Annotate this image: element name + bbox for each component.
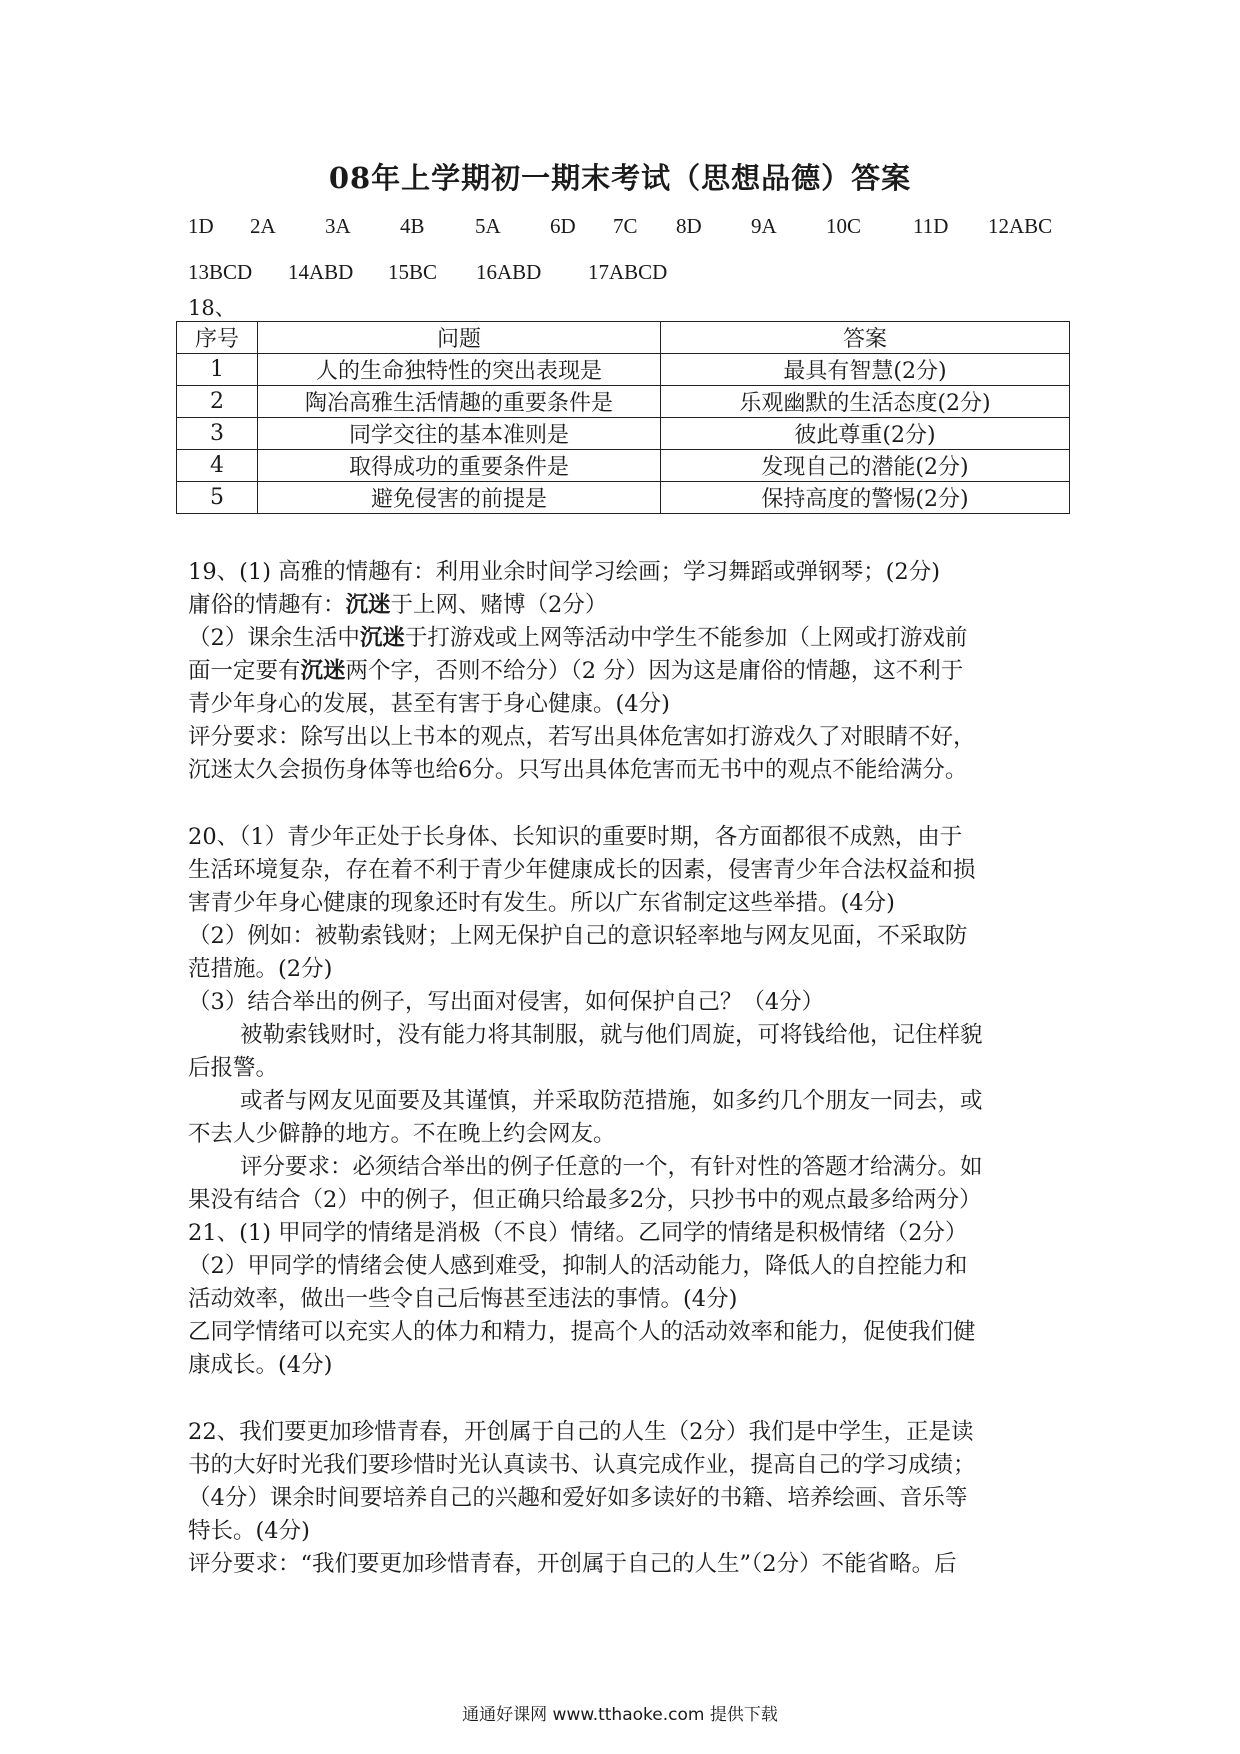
keyword-bold: 沉迷 xyxy=(359,625,405,651)
mc-answer: 2A xyxy=(250,214,276,238)
text-line: 书的大好时光我们要珍惜时光认真读书、认真完成作业，提高自己的学习成绩； xyxy=(188,1452,976,1478)
text-line: 害青少年身心健康的现象还时有发生。所以广东省制定这些举措。(4分) xyxy=(188,890,895,916)
text-line: 范措施。(2分) xyxy=(188,956,333,982)
mc-answer: 13BCD xyxy=(188,260,253,284)
text-line: 不去人少僻静的地方。不在晚上约会网友。 xyxy=(188,1121,616,1147)
table-cell: 乐观幽默的生活态度(2分) xyxy=(661,386,1070,418)
table-row xyxy=(177,450,1070,482)
text-line: 康成长。(4分) xyxy=(188,1352,333,1378)
text-line: 被勒索钱财时，没有能力将其制服，就与他们周旋，可将钱给他，记住样貌 xyxy=(240,1022,983,1048)
mc-answers-row-2 xyxy=(188,260,1088,294)
mc-answer: 11D xyxy=(913,214,949,238)
table-cell: 彼此尊重(2分) xyxy=(661,418,1070,450)
table-cell: 3 xyxy=(177,418,258,450)
mc-answer: 5A xyxy=(475,214,501,238)
text-span: 两个字，否则不给分）（2 分）因为这是庸俗的情趣，这不利于 xyxy=(345,658,964,684)
table-cell: 陶冶高雅生活情趣的重要条件是 xyxy=(258,386,661,418)
answer-table xyxy=(176,321,1070,514)
answer-20 xyxy=(188,821,1063,1217)
text-line: （2）例如：被勒索钱财；上网无保护自己的意识轻率地与网友见面，不采取防 xyxy=(188,923,968,949)
table-cell: 保持高度的警惕(2分) xyxy=(661,482,1070,514)
mc-answer: 1D xyxy=(188,214,214,238)
table-cell: 4 xyxy=(177,450,258,482)
answer-21 xyxy=(188,1217,1063,1382)
table-cell: 同学交往的基本准则是 xyxy=(258,418,661,450)
table-cell: 人的生命独特性的突出表现是 xyxy=(258,354,661,386)
mc-answer: 6D xyxy=(550,214,576,238)
table-cell: 最具有智慧(2分) xyxy=(661,354,1070,386)
table-cell: 2 xyxy=(177,386,258,418)
text-span: 于上网、赌博（2分） xyxy=(390,592,608,618)
keyword-bold: 沉迷 xyxy=(345,592,391,618)
page-footer: 通通好课网 www.tthaoke.com 提供下载 xyxy=(462,1705,778,1725)
mc-answers-row-1 xyxy=(188,214,1088,248)
text-span: 面一定要有 xyxy=(188,658,301,684)
text-line: 生活环境复杂，存在着不利于青少年健康成长的因素，侵害青少年合法权益和损 xyxy=(188,857,976,883)
text-line: 22、我们要更加珍惜青春，开创属于自己的人生（2分）我们是中学生，正是读 xyxy=(188,1419,974,1445)
text-line: 青少年身心的发展，甚至有害于身心健康。(4分) xyxy=(188,691,670,717)
table-row xyxy=(177,418,1070,450)
text-line: 19、(1) 高雅的情趣有：利用业余时间学习绘画；学习舞蹈或弹钢琴；(2分) xyxy=(188,559,941,585)
text-span: （2）课余生活中 xyxy=(188,625,360,651)
table-cell: 取得成功的重要条件是 xyxy=(258,450,661,482)
page-title: 08年上学期初一期末考试（思想品德）答案 xyxy=(328,161,912,195)
mc-answer: 3A xyxy=(325,214,351,238)
text-line: 果没有结合（2）中的例子，但正确只给最多2分，只抄书中的观点最多给两分） xyxy=(188,1187,982,1213)
mc-answer: 12ABC xyxy=(988,214,1053,238)
text-line: 后报警。 xyxy=(188,1055,279,1081)
text-line: 沉迷太久会损伤身体等也给6分。只写出具体危害而无书中的观点不能给满分。 xyxy=(188,757,968,783)
column-header: 问题 xyxy=(258,322,661,354)
answer-22 xyxy=(188,1416,1063,1581)
table-cell: 避免侵害的前提是 xyxy=(258,482,661,514)
text-line: （2）甲同学的情绪会使人感到难受，抑制人的活动能力，降低人的自控能力和 xyxy=(188,1253,968,1279)
keyword-bold: 沉迷 xyxy=(300,658,346,684)
mc-answer: 4B xyxy=(400,214,425,238)
text-line: 活动效率，做出一些令自己后悔甚至违法的事情。(4分) xyxy=(188,1286,738,1312)
mc-answer: 15BC xyxy=(388,260,438,284)
text-line xyxy=(188,589,1063,622)
mc-answer: 10C xyxy=(826,214,862,238)
column-header: 答案 xyxy=(661,322,1070,354)
table-row xyxy=(177,482,1070,514)
mc-answer: 14ABD xyxy=(288,260,354,284)
text-line xyxy=(188,655,1063,688)
text-line: 20、（1）青少年正处于长身体、长知识的重要时期，各方面都很不成熟，由于 xyxy=(188,824,963,850)
mc-answer: 7C xyxy=(613,214,638,238)
text-line: 评分要求：“我们要更加珍惜青春，开创属于自己的人生”（2分）不能省略。后 xyxy=(188,1551,957,1577)
table-row xyxy=(177,354,1070,386)
question-18-label: 18、 xyxy=(188,296,236,320)
text-line: 或者与网友见面要及其谨慎，并采取防范措施，如多约几个朋友一同去，或 xyxy=(240,1088,983,1114)
table-cell: 1 xyxy=(177,354,258,386)
mc-answer: 8D xyxy=(676,214,702,238)
text-line: 乙同学情绪可以充实人的体力和精力，提高个人的活动效率和能力，促使我们健 xyxy=(188,1319,976,1345)
text-span: 于打游戏或上网等活动中学生不能参加（上网或打游戏前 xyxy=(404,625,968,651)
text-line: 特长。(4分) xyxy=(188,1518,310,1544)
text-line: （4分）课余时间要培养自己的兴趣和爱好如多读好的书籍、培养绘画、音乐等 xyxy=(188,1485,968,1511)
mc-answer: 16ABD xyxy=(476,260,542,284)
mc-answer: 17ABCD xyxy=(588,260,668,284)
text-line: （3）结合举出的例子，写出面对侵害，如何保护自己？（4分） xyxy=(188,989,825,1015)
table-cell: 发现自己的潜能(2分) xyxy=(661,450,1070,482)
column-header: 序号 xyxy=(177,322,258,354)
table-row xyxy=(177,386,1070,418)
answer-19 xyxy=(188,556,1063,787)
text-line: 评分要求：必须结合举出的例子任意的一个，有针对性的答题才给满分。如 xyxy=(240,1154,983,1180)
table-header-row xyxy=(177,322,1070,354)
text-line: 评分要求：除写出以上书本的观点，若写出具体危害如打游戏久了对眼睛不好， xyxy=(188,724,976,750)
text-line xyxy=(188,622,1063,655)
text-line: 21、(1) 甲同学的情绪是消极（不良）情绪。乙同学的情绪是积极情绪（2分） xyxy=(188,1220,968,1246)
text-span: 庸俗的情趣有： xyxy=(188,592,346,618)
mc-answer: 9A xyxy=(751,214,777,238)
table-cell: 5 xyxy=(177,482,258,514)
